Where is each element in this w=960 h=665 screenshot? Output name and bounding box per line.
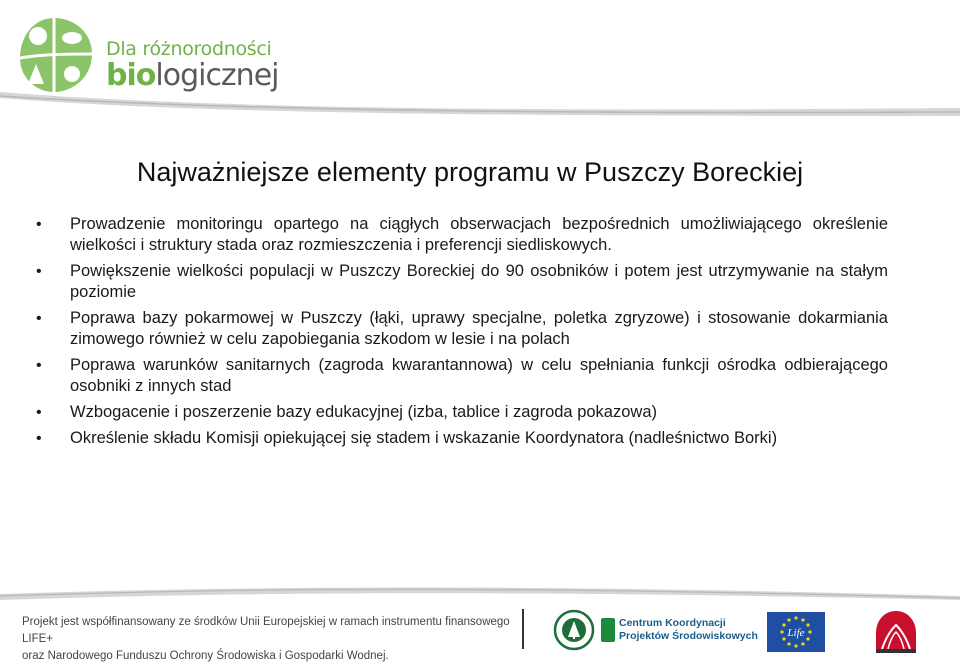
footer-divider <box>522 609 524 649</box>
bullet-text: Powiększenie wielkości populacji w Puszczy Boreckiej do 90 osobników i potem jest utrzymywanie na stałym poziomie <box>70 262 888 301</box>
funding-line2: oraz Narodowego Funduszu Ochrony Środowiska i Gospodarki Wodnej. <box>22 650 389 662</box>
ckps-line1: Centrum Koordynacji <box>619 617 726 629</box>
list-item <box>36 214 888 256</box>
list-item <box>36 428 888 449</box>
bullet-dot: • <box>36 216 42 233</box>
bullet-dot: • <box>36 357 42 374</box>
bullet-dot: • <box>36 430 42 447</box>
bullet-list <box>36 214 888 454</box>
logo-line2-prefix: bio <box>106 58 156 93</box>
list-item <box>36 261 888 303</box>
bullet-dot: • <box>36 263 42 280</box>
logo-line1: Dla różnorodności <box>106 38 272 60</box>
nfosigw-logo <box>872 607 920 655</box>
bottom-wave-divider <box>0 574 960 602</box>
biodiversity-leaf-icon <box>14 14 96 96</box>
bullet-text: Prowadzenie monitoringu opartego na ciągłych obserwacjach bezpośrednich umożliwiającego określenie wielkości i struktury stada oraz rozmieszczenia i preferencji siedliskowych. <box>70 215 888 254</box>
top-wave-divider <box>0 88 960 116</box>
life-label: Life <box>787 627 805 639</box>
ckps-mark <box>601 618 615 642</box>
ckps-logo <box>601 614 758 648</box>
bullet-dot: • <box>36 404 42 421</box>
funding-line1: Projekt jest współfinansowany ze środków Unii Europejskiej w ramach instrumentu finansowego LIFE+ <box>22 616 510 645</box>
bullet-text: Poprawa bazy pokarmowej w Puszczy (łąki, uprawy specjalne, poletka zgryzowe) i stosowanie dokarmiania zimowego również w celu zapobiegania szkodom w lesie i na polach <box>70 309 888 348</box>
list-item <box>36 402 888 423</box>
bullet-dot: • <box>36 310 42 327</box>
list-item <box>36 308 888 350</box>
bullet-text: Poprawa warunków sanitarnych (zagroda kwarantannowa) w celu spełniania funkcji ośrodka odbierającego osobniki z innych stad <box>70 356 888 395</box>
bullet-text: Wzbogacenie i poszerzenie bazy edukacyjnej (izba, tablice i zagroda pokazowa) <box>70 403 657 421</box>
biodiversity-logo <box>14 14 279 96</box>
eu-life-flag-icon <box>767 612 825 652</box>
funding-note <box>22 614 512 665</box>
ckps-line2: Projektów Środowiskowych <box>619 630 758 642</box>
slide-title: Najważniejsze elementy programu w Puszczy Boreckiej <box>136 157 804 187</box>
lasy-panstwowe-logo <box>553 609 595 651</box>
list-item <box>36 355 888 397</box>
bullet-text: Określenie składu Komisji opiekującej się stadem i wskazanie Koordynatora (nadleśnictwo Borki) <box>70 429 778 447</box>
logo-line2-suffix: logicznej <box>155 58 279 93</box>
